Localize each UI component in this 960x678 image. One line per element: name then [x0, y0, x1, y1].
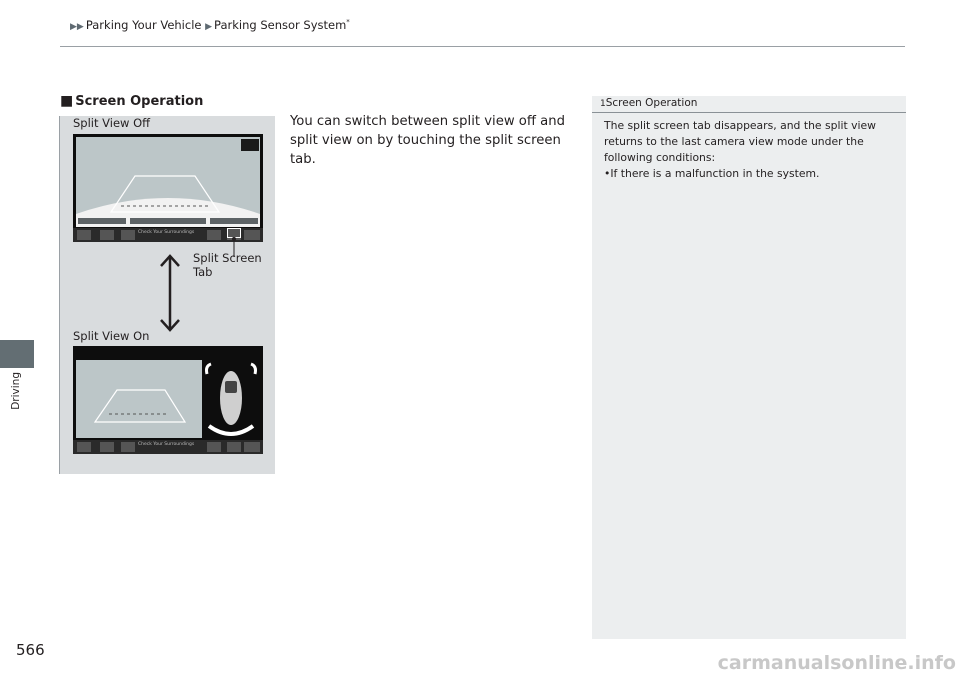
chevron-right-icon: ▶▶ — [70, 22, 84, 32]
screen-split-view-off — [73, 134, 263, 242]
chapter-tab — [0, 340, 34, 368]
note-title — [600, 97, 697, 109]
label-split-view-on: Split View On — [73, 329, 150, 343]
note-bullet — [604, 166, 894, 182]
screen-message-bottom: Check Your Surroundings — [138, 442, 195, 447]
figure-panel — [59, 116, 275, 474]
breadcrumb-item-parking[interactable]: Parking Your Vehicle — [85, 18, 202, 32]
callout-line-1: Split Screen — [193, 251, 262, 265]
label-split-view-off: Split View Off — [73, 116, 151, 130]
page-number: 566 — [16, 641, 45, 659]
body-text: You can switch between split view off and split view on by touching the split screen tab. — [290, 114, 565, 167]
option-mark: * — [346, 18, 350, 27]
note-divider — [592, 112, 906, 113]
screen-split-view-on — [73, 346, 263, 454]
section-heading — [60, 93, 203, 109]
note-bullet-text: If there is a malfunction in the system. — [610, 167, 820, 180]
note-body: The split screen tab disappears, and the split view returns to the last camera view mode under the following conditions: — [604, 119, 877, 164]
breadcrumb — [70, 18, 350, 32]
breadcrumb-item-sensor[interactable]: Parking Sensor System — [214, 18, 347, 32]
chevron-right-icon: ▶ — [205, 22, 213, 32]
watermark: carmanualsonline.info — [717, 652, 956, 674]
double-arrow-icon — [158, 252, 182, 334]
header-divider — [60, 46, 905, 47]
callout-line-2: Tab — [193, 265, 213, 279]
info-bookmark-icon: 1 — [600, 99, 606, 109]
bullet-icon: • — [604, 167, 611, 180]
square-bullet-icon: ■ — [60, 93, 74, 109]
section-heading-text: Screen Operation — [75, 94, 204, 109]
chapter-label: Driving — [10, 372, 22, 410]
note-title-text: Screen Operation — [605, 97, 698, 109]
screen-message-top: Check Your Surroundings — [138, 230, 195, 235]
callout-split-screen-tab — [193, 251, 262, 279]
